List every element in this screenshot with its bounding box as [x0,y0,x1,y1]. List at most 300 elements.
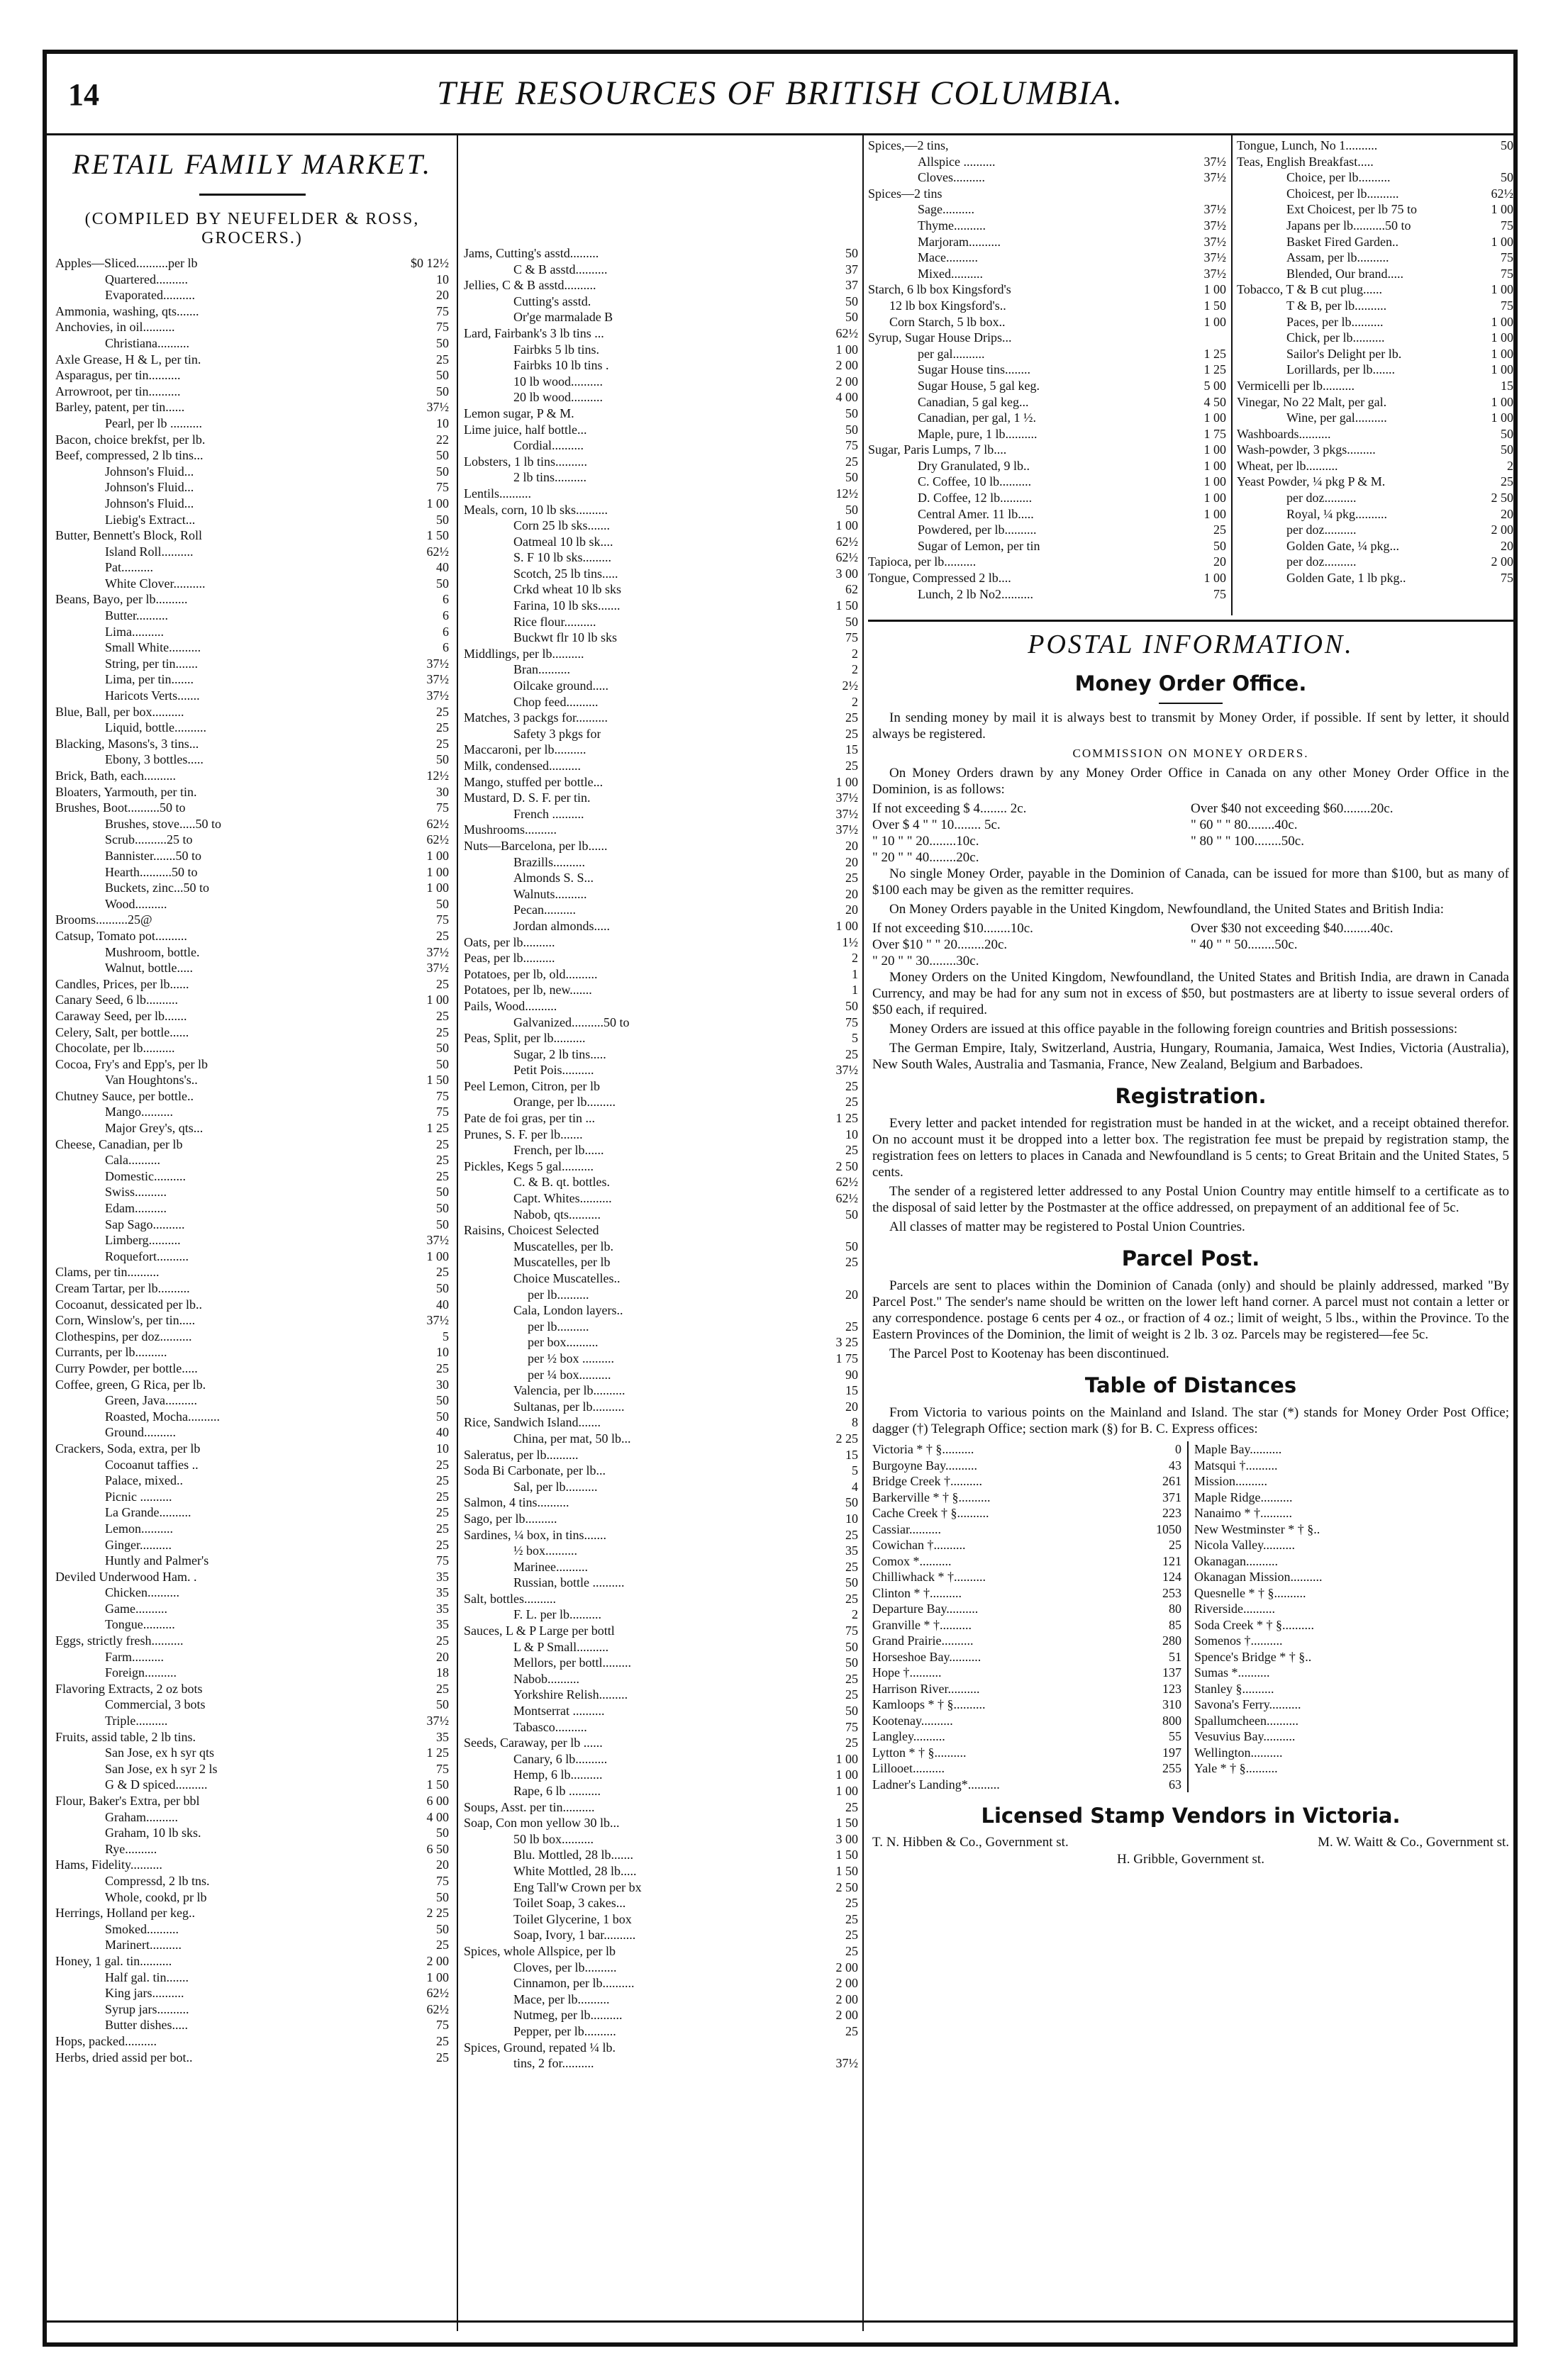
item-name: Caraway Seed, per lb....... [55,1008,187,1023]
price-row [464,518,858,534]
item-name: Sugar of Lemon, per tin [918,538,1040,553]
item-price: 62½ [426,816,449,831]
price-row [1237,538,1513,554]
item-price: 37½ [426,672,449,687]
parcel-paragraph: Parcels are sent to places within the Dominion of Canada (only) and should be plainly addressed, marked "By Parcel Post." The sender's name should be written on the lower left hand corner. A parcel must not contain a letter or any correspondence. postage 6 cents per 4 oz., or fraction of 4 oz.; limit of weight, 5 lbs., within the Province. To the Eastern Provinces of the Dominion, the limit of weight is 2 lb. 3 oz. Parcels may be registered—fee 5c. [872,1278,1509,1342]
item-name: Maccaroni, per lb.......... [464,742,586,757]
item-price: 37 [845,262,858,276]
item-name: Herbs, dried assid per bot.. [55,2050,193,2065]
item-price: 25 [845,1736,858,1750]
item-name: Buckwt flr 10 lb sks [513,630,617,645]
canada-orders-text: On Money Orders drawn by any Money Order Office in Canada on any other Money Order Office in the Dominion, is as follows: [872,766,1509,797]
distance-miles: 43 [1169,1458,1181,1473]
price-row [464,870,858,886]
item-name: Corn, Winslow's, per tin..... [55,1313,196,1328]
item-price: 50 [845,406,858,420]
price-row [55,1217,449,1233]
item-name: Liebig's Extract... [105,512,196,527]
item-name: Walnuts.......... [513,886,587,901]
distance-miles: 124 [1162,1570,1181,1584]
distance-miles: 255 [1162,1761,1181,1775]
item-price: 2½ [842,678,858,693]
price-row [55,1793,449,1809]
item-name: Chocolate, per lb.......... [55,1041,175,1056]
item-price: 1 50 [835,1848,858,1862]
commission-heading: COMMISSION ON MONEY ORDERS. [1072,747,1309,760]
distance-row [872,1760,1187,1777]
item-price: 1 00 [835,518,858,533]
price-row [464,774,858,790]
item-price: 1½ [842,934,858,949]
price-row [55,1665,449,1681]
item-name: King jars.......... [105,1986,184,2001]
distance-row [872,1633,1187,1649]
item-price: 1 50 [426,1777,449,1792]
item-name: tins, 2 for.......... [513,2056,594,2071]
item-name: 20 lb wood.......... [513,390,603,405]
item-price: 50 [436,1056,449,1071]
item-price: 25 [845,1911,858,1926]
price-row [464,2007,858,2023]
item-name: Rice flour.......... [513,614,596,629]
item-name: Fairbks 10 lb tins . [513,358,609,373]
item-price: 50 [1213,538,1226,553]
price-row [868,410,1226,426]
item-price: 25 [845,1078,858,1093]
distances-column-right [1187,1441,1509,1792]
price-row [464,598,858,614]
item-name: Butter, Bennett's Block, Roll [55,528,203,543]
price-row [464,581,858,598]
price-row [868,186,1226,202]
item-name: Mace.......... [918,250,978,265]
item-price: 50 [436,1409,449,1424]
item-name: Basket Fired Garden.. [1286,234,1398,249]
item-name: White Clover.......... [105,576,206,591]
item-name: Roquefort.......... [105,1248,189,1263]
item-name: Spices, whole Allspice, per lb [464,1943,616,1958]
item-name: Almonds S. S... [513,871,594,885]
item-price: 3 00 [835,1831,858,1846]
item-name: Spices, Ground, repated ¼ lb. [464,2040,616,2055]
price-row [464,422,858,438]
price-row [55,1441,449,1457]
price-row [55,1344,449,1361]
price-row [464,1831,858,1848]
item-price: 2 [852,951,858,966]
item-price: 25 [436,1361,449,1375]
price-row [1237,570,1513,586]
price-row [1237,281,1513,298]
item-name: Pearl, per lb .......... [105,415,202,430]
item-name: Apples—Sliced..........per lb [55,256,198,270]
item-name: Brick, Bath, each.......... [55,769,176,783]
item-price: 30 [436,784,449,799]
price-row [55,1264,449,1280]
item-price: 50 [436,1697,449,1712]
item-price: 35 [436,1585,449,1600]
price-row [55,1377,449,1393]
price-row [464,262,858,278]
item-price: 25 [845,1591,858,1606]
item-price: 50 [436,384,449,398]
distances-column-left [872,1441,1187,1792]
item-price: 2 00 [835,1991,858,2006]
money-order-heading: Money Order Office. [1074,671,1307,695]
price-row [55,1841,449,1857]
price-row [55,1970,449,1986]
price-row [55,1248,449,1265]
price-row [55,768,449,784]
price-row [464,245,858,262]
item-name: Mixed.......... [918,266,983,281]
page-header [47,54,1513,135]
item-price: 25 [436,1457,449,1472]
item-name: Cala, London layers.. [513,1303,623,1318]
place-name: Burgoyne Bay.......... [872,1458,977,1473]
item-price: 15 [845,742,858,757]
price-row [55,944,449,961]
item-name: Farm.......... [105,1649,164,1664]
item-price: 75 [436,1761,449,1776]
item-price: 75 [1213,586,1226,601]
market-column-3 [868,138,1226,602]
item-price: 1 00 [1203,474,1226,489]
price-row [1237,426,1513,442]
item-price: 2 00 [835,1960,858,1974]
place-name: Kamloops * † §.......... [872,1697,986,1711]
distance-row [1194,1697,1509,1713]
price-row [55,1649,449,1665]
item-price: 25 [436,720,449,735]
price-row [868,394,1226,410]
item-name: Yorkshire Relish......... [513,1687,628,1702]
price-row [464,1591,858,1607]
item-price: 37½ [426,1714,449,1728]
item-name: Lemon sugar, P & M. [464,406,574,420]
price-list [464,245,858,2072]
item-name: Mushroom, bottle. [105,944,200,959]
price-row [464,469,858,486]
distance-row [872,1441,1187,1458]
item-price: 35 [436,1601,449,1616]
item-price: 25 [1501,474,1513,489]
item-price: 1 00 [426,1248,449,1263]
item-name: Roasted, Mocha.......... [105,1409,220,1424]
item-name: Johnson's Fluid... [105,464,194,479]
price-row [55,415,449,432]
item-name: Chicken.......... [105,1585,179,1600]
price-row [464,742,858,758]
item-name: Safety 3 pkgs for [513,726,601,741]
price-row [55,1889,449,1906]
price-list [868,138,1226,602]
item-price: 20 [845,903,858,917]
item-price: 25 [436,1008,449,1023]
item-price: 20 [436,1649,449,1664]
item-name: Salmon, 4 tins.......... [464,1495,569,1510]
price-row [464,2040,858,2056]
item-price: 2 50 [835,1879,858,1894]
item-price: 25 [436,1633,449,1648]
commission-cell: " 20 " " 30........30c. [872,954,979,968]
price-row [464,630,858,646]
price-row [868,506,1226,523]
item-name: Sardines, ¼ box, in tins....... [464,1527,606,1542]
item-name: Choice, per lb.......... [1286,170,1391,185]
item-price: 25 [436,352,449,367]
item-name: Spices—2 tins [868,186,942,201]
item-name: Smoked.......... [105,1921,179,1936]
price-row [464,614,858,630]
item-price: 75 [436,320,449,335]
item-price: 62½ [835,534,858,549]
item-price: 2 [852,1607,858,1622]
item-name: String, per tin....... [105,656,198,671]
item-name: Chutney Sauce, per bottle.. [55,1088,194,1103]
price-row [55,1136,449,1153]
item-name: T & B, per lb.......... [1286,298,1387,313]
price-row [464,838,858,854]
item-price: 50 [845,1239,858,1253]
item-price: 50 [845,502,858,517]
item-price: 25 [436,1681,449,1696]
item-name: Tongue, Compressed 2 lb.... [868,571,1011,586]
item-price: 1 00 [1203,442,1226,457]
place-name: Cassiar.......... [872,1521,941,1536]
price-row [55,447,449,464]
item-price: 37½ [426,1313,449,1328]
price-row [464,1975,858,1991]
item-name: Corn Starch, 5 lb box.. [889,314,1006,329]
distance-row [1194,1633,1509,1649]
item-name: Lima.......... [105,624,164,639]
item-price: 50 [436,896,449,911]
price-row [55,1921,449,1938]
item-price: 25 [845,1527,858,1542]
commission-row [872,953,1509,969]
item-name: Mustard, D. S. F. per tin. [464,790,591,805]
market-column-1 [55,138,449,2065]
item-price: 50 [436,1826,449,1840]
postal-title: POSTAL INFORMATION. [868,620,1513,660]
item-price: 1 50 [1203,298,1226,313]
item-price: 2 [852,646,858,661]
item-price: 1 00 [835,342,858,357]
item-price: 25 [436,2050,449,2065]
item-price: 25 [845,1046,858,1061]
price-row [1237,362,1513,378]
place-name: Cowichan †.......... [872,1538,966,1552]
item-price: 62½ [426,2001,449,2016]
distance-miles: 25 [1169,1538,1181,1552]
item-name: Sugar House tins........ [918,362,1030,377]
distance-miles: 121 [1162,1553,1181,1568]
price-row [868,330,1226,346]
item-price: 37½ [1203,266,1226,281]
item-price: 1 00 [1203,458,1226,473]
place-name: Matsqui †.......... [1194,1458,1278,1473]
item-price: 5 [443,1329,449,1343]
item-price: 50 [436,1217,449,1231]
item-name: D. Coffee, 12 lb.......... [918,491,1033,505]
item-price: 25 [436,2033,449,2048]
distance-row [872,1665,1187,1681]
stamp-vendor: H. Gribble, Government st. [1117,1852,1264,1867]
price-row [55,1312,449,1329]
item-name: Lemon.......... [105,1521,173,1536]
item-name: Corn 25 lb sks....... [513,518,611,533]
item-price: 5 [852,1463,858,1478]
item-name: Tabasco.......... [513,1719,587,1734]
item-name: Soda Bi Carbonate, per lb... [464,1463,606,1478]
item-price: 3 00 [835,566,858,581]
price-row [464,1911,858,1928]
price-row [868,298,1226,314]
item-name: Swiss.......... [105,1185,167,1200]
price-row [55,848,449,864]
price-row [55,1761,449,1777]
item-price: 2 25 [426,1906,449,1921]
price-row [55,1697,449,1713]
item-name: Brooms..........25@ [55,912,152,927]
item-name: Sap Sago.......... [105,1217,185,1231]
distance-miles: 85 [1169,1617,1181,1632]
item-price: 62½ [426,544,449,559]
price-row [55,1504,449,1521]
parcel-paragraph: The Parcel Post to Kootenay has been discontinued. [889,1346,1169,1361]
distance-row [1194,1458,1509,1474]
price-row [464,1543,858,1559]
item-price: 18 [436,1665,449,1680]
place-name: Kootenay.......... [872,1713,953,1728]
item-name: Curry Powder, per bottle..... [55,1361,198,1375]
price-row [464,678,858,694]
price-row [464,1367,858,1383]
place-name: Vesuvius Bay.......... [1194,1729,1296,1743]
item-price: 75 [436,1873,449,1888]
item-price: 1 25 [1203,362,1226,377]
item-name: 50 lb box.......... [513,1831,594,1846]
item-name: White Mottled, 28 lb..... [513,1863,637,1878]
distance-miles: 123 [1162,1681,1181,1696]
item-name: Ext Choicest, per lb 75 to [1286,202,1417,217]
commission-cell: Over $ 4 " " 10........ 5c. [872,817,1001,832]
price-row [1237,442,1513,458]
price-row [464,726,858,742]
item-price: 1 00 [426,993,449,1007]
commission-row [872,817,1509,833]
item-name: Eng Tall'w Crown per bx [513,1879,642,1894]
distance-row [872,1601,1187,1617]
price-row [464,309,858,325]
item-name: Syrup, Sugar House Drips... [868,330,1012,345]
price-row [868,586,1226,603]
price-row [55,287,449,303]
item-price: 50 [436,448,449,463]
place-name: Victoria * † §.......... [872,1442,974,1456]
distance-miles: 197 [1162,1745,1181,1760]
price-row [464,1447,858,1463]
item-price: 62½ [835,550,858,565]
price-row [464,1623,858,1639]
item-price: 5 00 [1203,378,1226,393]
item-name: La Grande.......... [105,1505,191,1520]
item-price: 90 [845,1367,858,1382]
distance-row [1194,1713,1509,1729]
price-row [464,2055,858,2072]
item-name: 10 lb wood.......... [513,374,603,389]
distance-row [872,1649,1187,1665]
price-row [464,566,858,582]
price-row [464,389,858,406]
price-row [55,1072,449,1088]
item-name: Small White.......... [105,640,201,655]
item-name: Eggs, strictly fresh.......... [55,1633,184,1648]
commission-cell: If not exceeding $ 4........ 2c. [872,801,1027,816]
item-name: Powdered, per lb.......... [918,523,1037,537]
item-name: Crkd wheat 10 lb sks [513,582,621,597]
item-price: 25 [436,736,449,751]
price-row [868,474,1226,490]
item-price: 25 [436,976,449,991]
price-row [55,2033,449,2050]
price-row [464,374,858,390]
item-name: Rye.......... [105,1841,157,1856]
distance-row [1194,1473,1509,1490]
item-name: Marinee.......... [513,1559,588,1574]
price-row [464,549,858,566]
price-row [464,1463,858,1479]
price-row [464,966,858,983]
item-name: Graham, 10 lb sks. [105,1826,201,1840]
item-name: Sailor's Delight per lb. [1286,346,1402,361]
item-name: Sugar, Paris Lumps, 7 lb.... [868,442,1007,457]
place-name: Bridge Creek †.......... [872,1474,982,1488]
item-name: Jams, Cutting's asstd......... [464,246,599,260]
item-name: Blue, Ball, per box.......... [55,704,184,719]
item-price: 20 [1501,538,1513,553]
price-row [55,896,449,912]
price-row [464,1607,858,1623]
item-price: 75 [1501,250,1513,265]
commission-cell: Over $30 not exceeding $40........40c. [1191,921,1394,936]
item-price: 37½ [426,656,449,671]
item-name: Nuts—Barcelona, per lb...... [464,838,608,853]
item-price: 35 [845,1543,858,1558]
price-row [464,758,858,774]
price-row [55,1601,449,1617]
item-name: Crackers, Soda, extra, per lb [55,1441,201,1456]
distance-row [872,1697,1187,1713]
price-row [464,998,858,1015]
price-row [55,272,449,288]
price-row [55,1633,449,1649]
price-row [55,1681,449,1697]
distance-row [872,1473,1187,1490]
distance-miles: 0 [1175,1442,1181,1456]
item-name: Capt. Whites.......... [513,1191,612,1206]
item-name: Tapioca, per lb.......... [868,554,977,569]
commission-cell: If not exceeding $10........10c. [872,921,1033,936]
price-row [464,661,858,678]
price-row [464,1687,858,1703]
distance-row [872,1681,1187,1697]
commission-table-canada [868,800,1513,866]
distance-miles: 261 [1162,1474,1181,1488]
item-name: Cinnamon, per lb.......... [513,1976,635,1991]
price-row [55,1713,449,1729]
